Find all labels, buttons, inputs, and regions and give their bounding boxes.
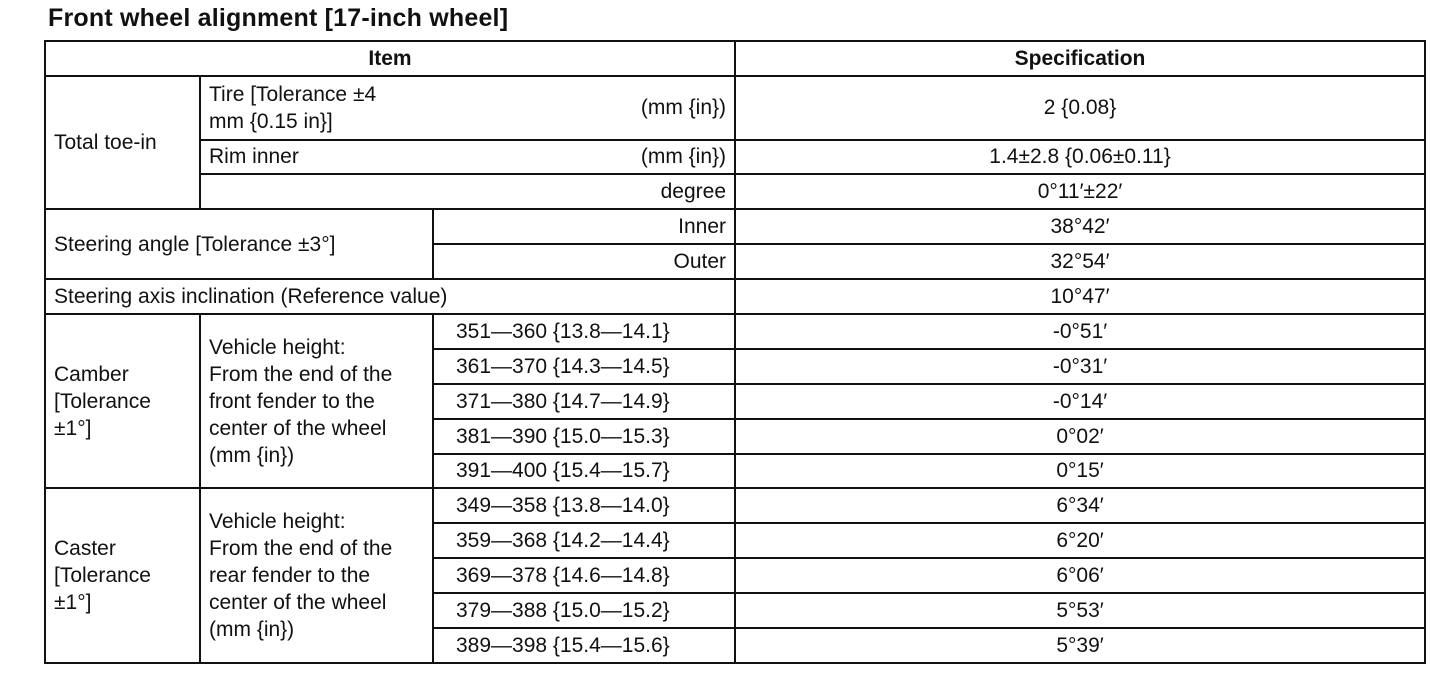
table-row <box>45 174 1425 209</box>
table-row <box>45 314 1425 349</box>
camber-range: 351—360 {13.8—14.1} <box>433 314 735 349</box>
caster-range: 359—368 {14.2—14.4} <box>433 523 735 558</box>
toe-in-rim-value: 1.4±2.8 {0.06±0.11} <box>735 140 1425 175</box>
page-title: Front wheel alignment [17-inch wheel] <box>48 4 509 32</box>
caster-value: 5°53′ <box>735 593 1425 628</box>
toe-in-degree-unit: degree <box>200 174 735 209</box>
table-row <box>45 488 1425 523</box>
steering-angle-outer-label: Outer <box>433 244 735 279</box>
toe-in-rim-cell <box>200 140 735 175</box>
camber-value: -0°31′ <box>735 349 1425 384</box>
toe-in-label: Total toe-in <box>45 76 200 209</box>
toe-in-tire-value: 2 {0.08} <box>735 76 1425 140</box>
table-row <box>45 209 1425 244</box>
camber-value: 0°15′ <box>735 454 1425 489</box>
camber-range: 381—390 {15.0—15.3} <box>433 419 735 454</box>
camber-label: Camber [Tolerance ±1°] <box>45 314 200 488</box>
toe-in-tire-cell <box>200 76 735 140</box>
table-row <box>45 279 1425 314</box>
axis-inclination-label: Steering axis inclination (Reference value) <box>45 279 735 314</box>
caster-condition: Vehicle height: From the end of the rear fender to the center of the wheel (mm {in}) <box>200 488 433 663</box>
toe-in-rim-unit: (mm {in}) <box>640 145 727 169</box>
camber-range: 371—380 {14.7—14.9} <box>433 384 735 419</box>
caster-range: 389—398 {15.4—15.6} <box>433 628 735 663</box>
steering-angle-inner-value: 38°42′ <box>735 209 1425 244</box>
header-specification: Specification <box>735 41 1425 76</box>
caster-label: Caster [Tolerance ±1°] <box>45 488 200 663</box>
table-row <box>45 76 1425 140</box>
toe-in-tire-label: Tire [Tolerance ±4 mm {0.15 in}] <box>209 82 377 133</box>
caster-range: 369—378 {14.6—14.8} <box>433 558 735 593</box>
camber-condition: Vehicle height: From the end of the front fender to the center of the wheel (mm {in}) <box>200 314 433 488</box>
header-row <box>45 41 1425 76</box>
toe-in-rim-label: Rim inner <box>209 145 299 169</box>
camber-range: 391—400 {15.4—15.7} <box>433 454 735 489</box>
header-item: Item <box>45 41 735 76</box>
caster-value: 5°39′ <box>735 628 1425 663</box>
camber-range: 361—370 {14.3—14.5} <box>433 349 735 384</box>
caster-value: 6°34′ <box>735 488 1425 523</box>
caster-range: 379—388 {15.0—15.2} <box>433 593 735 628</box>
axis-inclination-value: 10°47′ <box>735 279 1425 314</box>
camber-value: -0°51′ <box>735 314 1425 349</box>
table-row <box>45 140 1425 175</box>
alignment-spec-table <box>44 40 1426 664</box>
caster-value: 6°20′ <box>735 523 1425 558</box>
steering-angle-label: Steering angle [Tolerance ±3°] <box>45 209 433 279</box>
toe-in-tire-unit: (mm {in}) <box>640 96 727 120</box>
caster-value: 6°06′ <box>735 558 1425 593</box>
camber-value: 0°02′ <box>735 419 1425 454</box>
steering-angle-outer-value: 32°54′ <box>735 244 1425 279</box>
steering-angle-inner-label: Inner <box>433 209 735 244</box>
toe-in-degree-value: 0°11′±22′ <box>735 174 1425 209</box>
camber-value: -0°14′ <box>735 384 1425 419</box>
caster-range: 349—358 {13.8—14.0} <box>433 488 735 523</box>
